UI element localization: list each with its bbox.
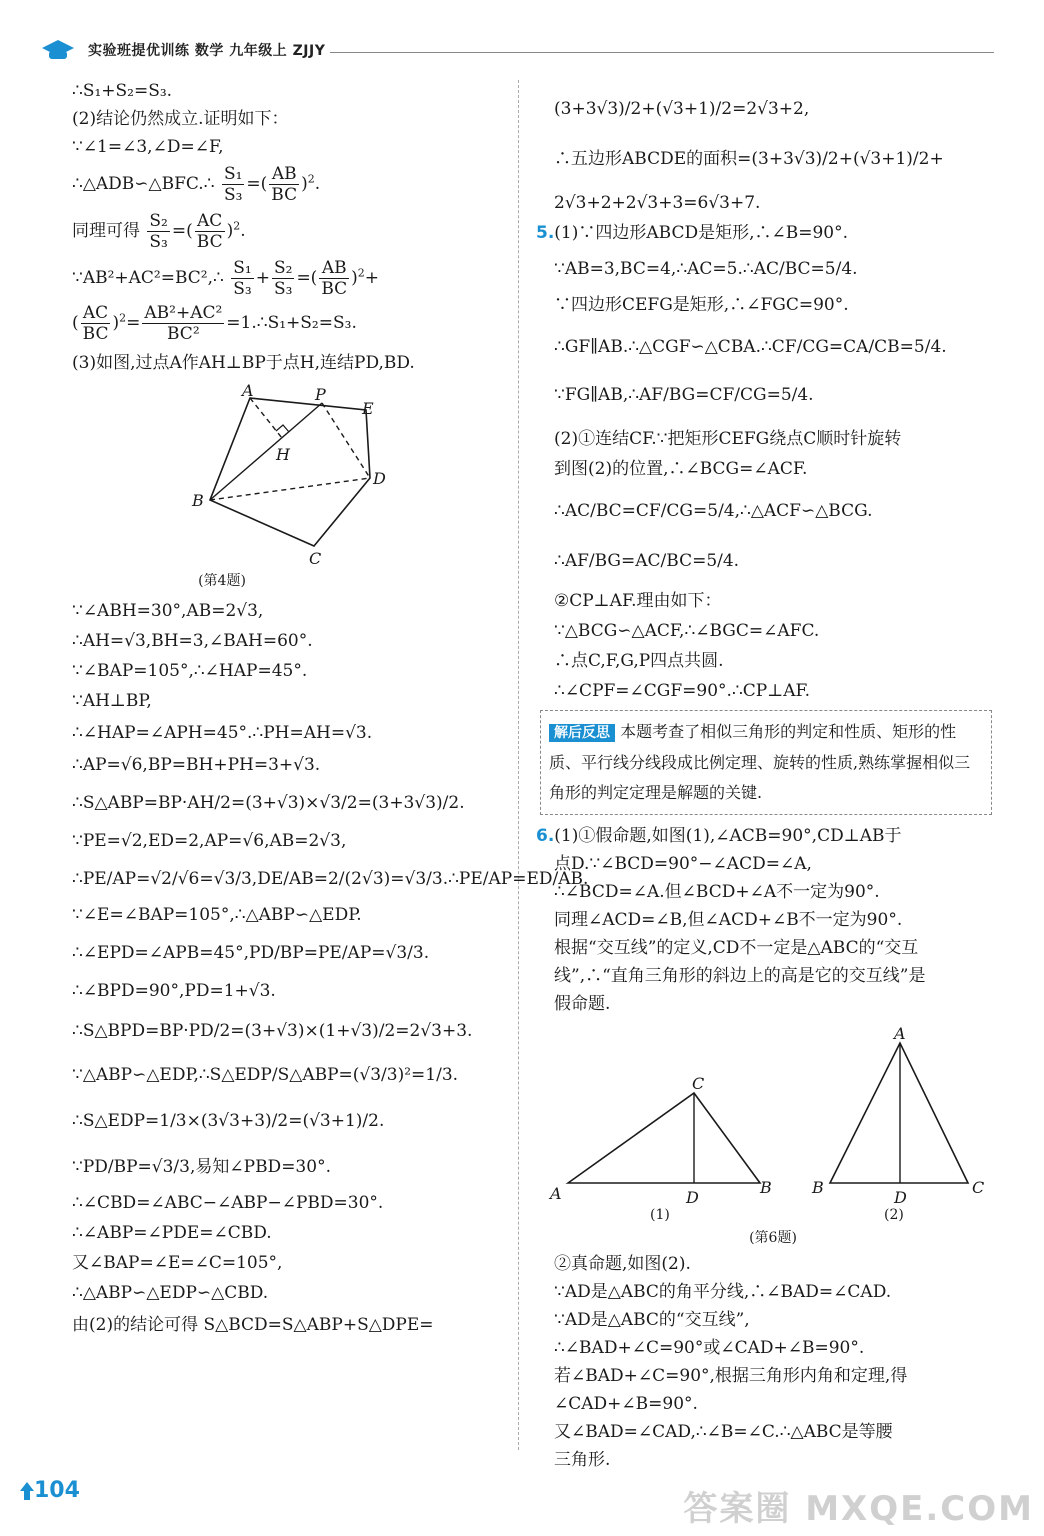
text-line: ∴∠BPD=90°,PD=1+√3.: [72, 981, 276, 1001]
figure-caption: (第4题): [198, 573, 246, 589]
label-A: A: [242, 381, 254, 400]
figure-caption: (第6题): [749, 1230, 797, 1246]
fig2-label-A: A: [894, 1024, 906, 1043]
text-line: ∵∠1=∠3,∠D=∠F,: [72, 137, 224, 157]
question-number: 6.: [536, 826, 555, 846]
text-line: ∴∠BCD=∠A.但∠BCD+∠A不一定为90°.: [554, 882, 880, 902]
text-line: ∵FG∥AB,∴AF/BG=CF/CG=5/4.: [554, 385, 814, 405]
text-line: 又∠BAD=∠CAD,∴∠B=∠C.∴△ABC是等腰: [554, 1422, 893, 1442]
text-line: ∴S₁+S₂=S₃.: [72, 81, 173, 101]
header-rule: [330, 52, 994, 53]
text-line: (1)①假命题,如图(1),∠ACB=90°,CD⊥AB于: [554, 826, 902, 846]
fig2-label-C: C: [972, 1178, 985, 1197]
text-line: (3)如图,过点A作AH⊥BP于点H,连结PD,BD.: [72, 353, 415, 373]
text-line: (1)∵四边形ABCD是矩形,∴∠B=90°.: [554, 223, 849, 243]
text-line: 2√3+2+2√3+3=6√3+7.: [554, 193, 761, 213]
text-line: ∵AH⊥BP,: [72, 691, 152, 711]
text-line: ∴AF/BG=AC/BC=5/4.: [554, 551, 740, 571]
text-line: ∴∠HAP=∠APH=45°.∴PH=AH=√3.: [72, 723, 373, 743]
fig1-label-B: B: [760, 1178, 772, 1197]
text-line: ∴∠ABP=∠PDE=∠CBD.: [72, 1223, 272, 1243]
fig1-label-D: D: [686, 1188, 699, 1207]
right-column: [536, 80, 992, 1471]
label-D: D: [373, 469, 386, 488]
text-line: 到图(2)的位置,∴∠BCG=∠ACF.: [554, 459, 808, 479]
text-line: ∵PE=√2,ED=2,AP=√6,AB=2√3,: [72, 831, 347, 851]
text-line: ∵AD是△ABC的“交互线”,: [554, 1310, 750, 1330]
text-line: ∵∠ABH=30°,AB=2√3,: [72, 601, 264, 621]
text-line: (2)①连结CF.∵把矩形CEFG绕点C顺时针旋转: [554, 429, 902, 449]
text-line: (3+3√3)/2+(√3+1)/2=2√3+2,: [554, 99, 810, 119]
text-line: 又∠BAP=∠E=∠C=105°,: [72, 1253, 283, 1273]
formula-line: 同理可得 $\frac{\text{S₂}}{\text{S₃}}$ =( $\frac{AC}{BC}$ )$^2$.: [72, 211, 246, 252]
text-line: ∴AP=√6,BP=BH+PH=3+√3.: [72, 755, 321, 775]
text-line: ∴∠BAD+∠C=90°或∠CAD+∠B=90°.: [554, 1338, 865, 1358]
formula-line: ∴△ADB∽△BFC.∴ $\frac{\text{S₁}}{\text{S₃}}$ =( $\frac{AB}{BC}$ )$^2$.: [72, 164, 321, 205]
formula-text: ∴△ADB∽△BFC.∴: [72, 174, 215, 194]
question-6-line: [536, 825, 992, 847]
text-line: ∵四边形CEFG是矩形,∴∠FGC=90°.: [554, 295, 849, 315]
text-line: ②CP⊥AF.理由如下：: [554, 591, 722, 611]
text-line: ∵∠E=∠BAP=105°,∴△ABP∽△EDP.: [72, 905, 362, 925]
text-line: ∵△BCG∽△ACF,∴∠BGC=∠AFC.: [554, 621, 820, 641]
text-line: ∵PD/BP=√3/3,易知∠PBD=30°.: [72, 1157, 331, 1177]
fig1-subcaption: (1): [650, 1207, 670, 1223]
question-5-line: [536, 222, 992, 244]
text-line: ∵AB=3,BC=4,∴AC=5.∴AC/BC=5/4.: [554, 259, 858, 279]
text-line: (2)结论仍然成立.证明如下：: [72, 109, 289, 129]
fig2-label-B: B: [812, 1178, 824, 1197]
text-line: ∵△ABP∽△EDP,∴S△EDP/S△ABP=(√3/3)²=1/3.: [72, 1065, 459, 1085]
page-number: [20, 1478, 80, 1503]
label-E: E: [362, 399, 374, 418]
formula-text: =1.∴S₁+S₂=S₃.: [226, 313, 357, 333]
text-line: ∴S△BPD=BP·PD/2=(3+√3)×(1+√3)/2=2√3+3.: [72, 1021, 473, 1041]
reflection-tag: 解后反思: [549, 724, 615, 742]
text-line: 由(2)的结论可得 S△BCD=S△ABP+S△DPE=: [72, 1315, 434, 1335]
column-separator: [518, 80, 519, 1450]
text-line: ∴五边形ABCDE的面积=(3+3√3)/2+(√3+1)/2+: [554, 149, 944, 169]
fig2-label-D: D: [894, 1188, 907, 1207]
formula-line: ( $\frac{AC}{BC}$ )$^2$= $\frac{\text{AB²+AC²}}{\text{BC²}}$ =1.∴S₁+S₂=S₃.: [72, 303, 357, 344]
formula-text: 同理可得: [72, 221, 140, 241]
header-title: 实验班提优训练 数学 九年级上 ZJJY: [88, 43, 326, 59]
text-line: ∴S△EDP=1/3×(3√3+3)/2=(√3+1)/2.: [72, 1111, 385, 1131]
fig1-label-A: A: [550, 1184, 562, 1203]
reflection-text: 本题考查了相似三角形的判定和性质、矩形的性质、平行线分线段成比例定理、旋转的性质,熟练掌握相似三角形的判定定理是解题的关键.: [549, 722, 971, 802]
text-line: 点D.∵∠BCD=90°−∠ACD=∠A,: [554, 854, 812, 874]
text-line: ∴△ABP∽△EDP∽△CBD.: [72, 1283, 269, 1303]
text-line: ∴∠CPF=∠CGF=90°.∴CP⊥AF.: [554, 681, 811, 701]
text-line: ∴点C,F,G,P四点共圆.: [554, 651, 724, 671]
formula-text: ∵AB²+AC²=BC²,∴: [72, 268, 224, 288]
page-header: [0, 0, 1044, 70]
label-H: H: [276, 445, 290, 464]
label-B: B: [192, 491, 204, 510]
page-number-text: 104: [34, 1478, 80, 1503]
text-line: 同理∠ACD=∠B,但∠ACD+∠B不一定为90°.: [554, 910, 903, 930]
page-arrow-icon: [20, 1482, 34, 1500]
text-line: 假命题.: [554, 994, 611, 1014]
text-line: ∴AC/BC=CF/CG=5/4,∴△ACF∽△BCG.: [554, 501, 873, 521]
text-line: ∴AH=√3,BH=3,∠BAH=60°.: [72, 631, 313, 651]
text-line: ∴GF∥AB.∴△CGF∽△CBA.∴CF/CG=CA/CB=5/4.: [554, 337, 947, 357]
question-number: 5.: [536, 223, 555, 243]
reflection-box: [540, 710, 992, 815]
text-line: ∵∠BAP=105°,∴∠HAP=45°.: [72, 661, 308, 681]
text-line: ∴∠CBD=∠ABC−∠ABP−∠PBD=30°.: [72, 1193, 384, 1213]
text-line: 线”,∴“直角三角形的斜边上的高是它的交互线”是: [554, 966, 926, 986]
watermark: 答案圈 MXQE.COM: [683, 1489, 1034, 1529]
label-P: P: [315, 385, 326, 404]
text-line: 若∠BAD+∠C=90°,根据三角形内角和定理,得: [554, 1366, 908, 1386]
text-line: ∴PE/AP=√2/√6=√3/3,DE/AB=2/(2√3)=√3/3.∴PE/AP=ED/AB.: [72, 869, 589, 889]
fig2-subcaption: (2): [884, 1207, 904, 1223]
fig1-label-C: C: [692, 1074, 705, 1093]
text-line: 根据“交互线”的定义,CD不一定是△ABC的“交互: [554, 938, 919, 958]
figure-4-pentagon: [72, 378, 504, 578]
text-line: ②真命题,如图(2).: [554, 1254, 691, 1274]
text-line: ∵AD是△ABC的角平分线,∴∠BAD=∠CAD.: [554, 1282, 892, 1302]
formula-line: ∵AB²+AC²=BC²,∴ $\frac{\text{S₁}}{\text{S₃}}$ + $\frac{\text{S₂}}{\text{S₃}}$ =( $\frac{AB}{BC}$ )$^2$+: [72, 258, 380, 299]
text-line: ∴S△ABP=BP·AH/2=(3+√3)×√3/2=(3+3√3)/2.: [72, 793, 465, 813]
label-C: C: [309, 549, 322, 568]
text-line: ∠CAD+∠B=90°.: [554, 1394, 698, 1414]
text-line: ∴∠EPD=∠APB=45°,PD/BP=PE/AP=√3/3.: [72, 943, 430, 963]
figure-6-triangles: [550, 1023, 992, 1223]
text-line: 三角形.: [554, 1450, 611, 1470]
book-cap-icon: [40, 38, 76, 64]
